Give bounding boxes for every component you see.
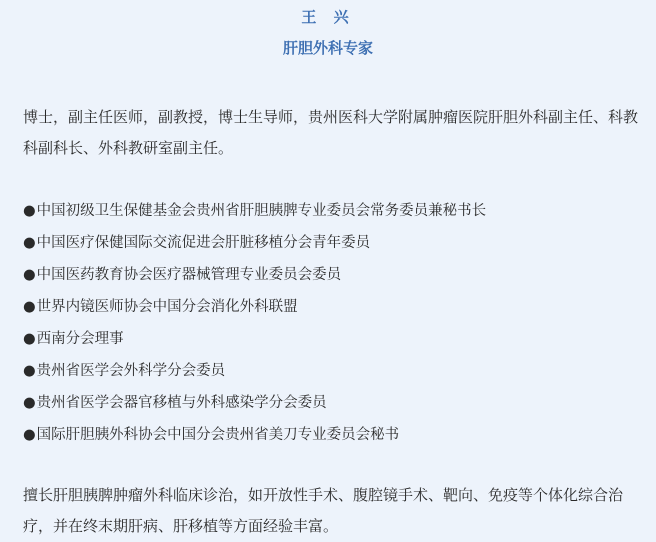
list-item (23, 420, 486, 452)
list-item (23, 196, 486, 228)
bullet-icon: ● (23, 331, 36, 347)
role-text: 世界内镜医师协会中国分会消化外科联盟 (36, 299, 298, 315)
role-text: 中国初级卫生保健基金会贵州省肝胆胰脾专业委员会常务委员兼秘书长 (36, 203, 487, 219)
specialty-paragraph: 擅长肝胆胰脾肿瘤外科临床诊治，如开放性手术、腹腔镜手术、靶向、免疫等个体化综合治疗，并在终末期肝病、肝移植等方面经验丰富。 (23, 486, 624, 535)
list-item (23, 356, 486, 388)
bullet-icon: ● (23, 427, 36, 443)
bullet-icon: ● (23, 267, 36, 283)
bullet-icon: ● (23, 203, 36, 219)
bullet-icon: ● (23, 363, 36, 379)
role-text: 国际肝胆胰外科协会中国分会贵州省美刀专业委员会秘书 (36, 427, 400, 443)
list-item (23, 228, 486, 260)
role-text: 西南分会理事 (36, 331, 124, 347)
list-item (23, 292, 486, 324)
list-item (23, 324, 486, 356)
role-text: 中国医疗保健国际交流促进会肝脏移植分会青年委员 (36, 235, 371, 251)
bullet-icon: ● (23, 395, 36, 411)
roles-list (23, 196, 486, 452)
doctor-title: 肝胆外科专家 (282, 39, 373, 57)
intro-paragraph: 博士，副主任医师，副教授，博士生导师，贵州医科大学附属肿瘤医院肝胆外科副主任、科教科副科长、外科教研室副主任。 (23, 108, 639, 157)
role-text: 贵州省医学会器官移植与外科感染学分会委员 (36, 395, 327, 411)
bullet-icon: ● (23, 299, 36, 315)
role-text: 中国医药教育协会医疗器械管理专业委员会委员 (36, 267, 342, 283)
list-item (23, 388, 486, 420)
list-item (23, 260, 486, 292)
doctor-name: 王 兴 (301, 8, 355, 26)
bullet-icon: ● (23, 235, 36, 251)
role-text: 贵州省医学会外科学分会委员 (36, 363, 226, 379)
